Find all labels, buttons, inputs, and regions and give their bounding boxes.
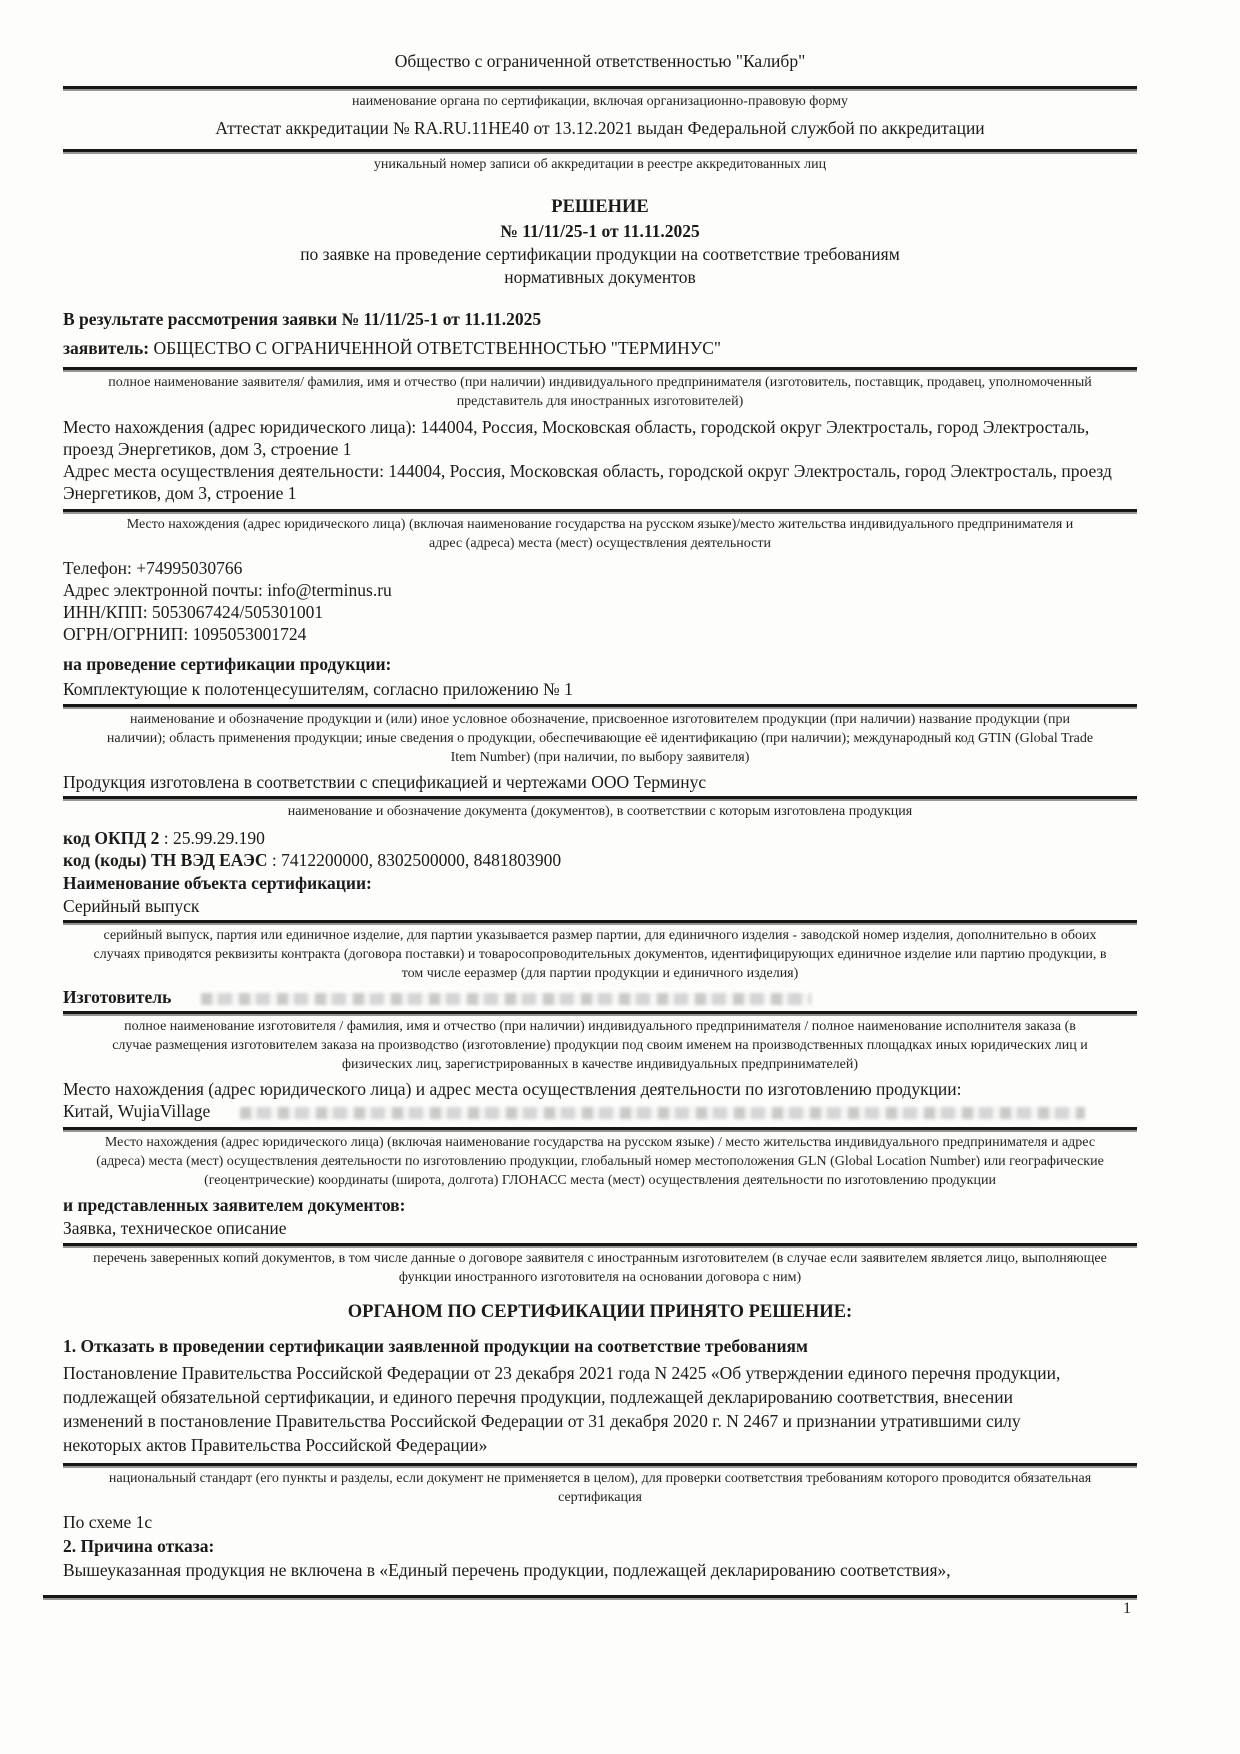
scan-artifact bbox=[240, 1107, 1085, 1119]
manufacturer-address-value: Китай, WujiaVillage bbox=[63, 1101, 211, 1121]
divider bbox=[63, 509, 1137, 512]
applicant-caption: полное наименование заявителя/ фамилия, имя и отчество (при наличии) индивидуального предпринимателя (изготовитель, поставщик, продавец, уполномоченный представитель для иностранных изготовителей) bbox=[108, 375, 1092, 409]
decision-item1-caption: национальный стандарт (его пункты и разделы, если документ не применяется в целом), для проверки соответствия требованиям которого проводится обязательная сертификация bbox=[108, 1471, 1092, 1505]
decision-item1-text: Постановление Правительства Российской Федерации от 23 декабря 2021 года N 2425 «Об утверждении единого перечня продукции, подлежащей обязательной сертификации, и единого перечня продукции, подлежащей декларированию соответствия, внесении изменений в постановление Правительства Российской Федерации от 31 декабря 2020 г. N 2467 и признании утратившими силу некоторых актов Правительства Российской Федерации» bbox=[63, 1363, 1061, 1455]
okpd-line bbox=[63, 827, 1137, 849]
certification-object-caption: серийный выпуск, партия или единичное изделие, для партии указывается размер партии, для единичного изделия - заводской номер изделия, дополнительно в обоих случаях приводятся реквизиты контракта (договора поставки) и товаросопроводительных документов, идентифицирующих единичное изделие или партию продукции, в том числе ееразмер (для партии продукции и единичного изделия) bbox=[93, 928, 1107, 981]
tnved-label: код (коды) ТН ВЭД ЕАЭС bbox=[63, 850, 268, 870]
divider bbox=[63, 796, 1137, 799]
decision-heading: ОРГАНОМ ПО СЕРТИФИКАЦИИ ПРИНЯТО РЕШЕНИЕ: bbox=[347, 1302, 853, 1322]
manufacturer-address-label: Место нахождения (адрес юридического лица) и адрес места осуществления деятельности по изготовлению продукции: bbox=[63, 1079, 962, 1099]
divider bbox=[63, 149, 1137, 152]
applicant-label: заявитель: bbox=[63, 338, 150, 358]
accreditation-line: Аттестат аккредитации № RA.RU.11НЕ40 от 13.12.2021 выдан Федеральной службой по аккредитации bbox=[215, 118, 985, 138]
certification-object-heading: Наименование объекта сертификации: bbox=[63, 873, 372, 893]
divider bbox=[63, 1127, 1137, 1130]
document-subtitle-line2: нормативных документов bbox=[504, 267, 696, 287]
decision-item2-text: Вышеуказанная продукция не включена в «Единый перечень продукции, подлежащей декларированию соответствия», bbox=[63, 1560, 951, 1580]
legal-address: Место нахождения (адрес юридического лица): 144004, Россия, Московская область, городской округ Электросталь, город Электросталь, проезд Энергетиков, дом 3, строение 1 bbox=[63, 417, 1090, 459]
scheme-line: По схеме 1с bbox=[63, 1512, 153, 1532]
applicant-line bbox=[63, 337, 1137, 359]
product-name: Комплектующие к полотенцесушителям, согласно приложению № 1 bbox=[63, 679, 573, 699]
applicant-value: ОБЩЕСТВО С ОГРАНИЧЕННОЙ ОТВЕТСТВЕННОСТЬЮ "ТЕРМИНУС" bbox=[153, 338, 722, 358]
phone-line: Телефон: +74995030766 bbox=[63, 558, 243, 578]
manufacturer-address-line bbox=[63, 1100, 1137, 1122]
divider bbox=[63, 1243, 1137, 1246]
ogrn-line: ОГРН/ОГРНИП: 1095053001724 bbox=[63, 624, 307, 644]
divider bbox=[63, 1463, 1137, 1466]
tnved-value: : 7412200000, 8302500000, 8481803900 bbox=[271, 850, 562, 870]
certification-object-value: Серийный выпуск bbox=[63, 896, 200, 916]
product-section-heading: на проведение сертификации продукции: bbox=[63, 654, 392, 674]
accreditation-caption: уникальный номер записи об аккредитации в реестре аккредитованных лиц bbox=[373, 157, 827, 172]
decision-item2-heading: 2. Причина отказа: bbox=[63, 1536, 215, 1556]
certification-body-name: Общество с ограниченной ответственностью "Калибр" bbox=[394, 51, 806, 71]
decision-item1-heading: 1. Отказать в проведении сертификации заявленной продукции на соответствие требованиям bbox=[63, 1336, 808, 1356]
document-title: РЕШЕНИЕ bbox=[551, 197, 649, 217]
page-number: 1 bbox=[1123, 1600, 1131, 1617]
divider bbox=[63, 704, 1137, 707]
activity-address: Адрес места осуществления деятельности: 144004, Россия, Московская область, городской округ Электросталь, город Электросталь, проезд Энергетиков, дом 3, строение 1 bbox=[63, 461, 1112, 503]
scan-artifact bbox=[201, 993, 811, 1005]
okpd-label: код ОКПД 2 bbox=[63, 828, 160, 848]
document-subtitle-line1: по заявке на проведение сертификации продукции на соответствие требованиям bbox=[300, 244, 900, 264]
divider bbox=[63, 920, 1137, 923]
divider bbox=[63, 86, 1137, 89]
documents-value: Заявка, техническое описание bbox=[63, 1218, 287, 1238]
divider bbox=[63, 367, 1137, 370]
product-name-caption: наименование и обозначение продукции и (или) иное условное обозначение, присвоенное изготовителем продукции (при наличии) название продукции (при наличии); область применения продукции; иные сведения о продукции, обеспечивающие её идентификацию (при наличии); международный код GTIN (Global Trade Item Number) (при наличии, по выбору заявителя) bbox=[106, 712, 1094, 765]
certification-body-caption: наименование органа по сертификации, включая организационно-правовую форму bbox=[352, 94, 848, 109]
manufacturer-address-caption: Место нахождения (адрес юридического лица) (включая наименование государства на русском языке) / место жительства индивидуального предпринимателя и адрес (адреса) места (мест) осуществления деятельности по изготовлению продукции, глобальный номер местоположения GLN (Global Location Number) или географические (геоцентрические) координаты (широта, долгота) ГЛОНАСС места (мест) осуществления деятельности по изготовлению продукции bbox=[96, 1135, 1104, 1188]
specification-caption: наименование и обозначение документа (документов), в соответствии с которым изготовлена продукция bbox=[287, 804, 913, 819]
email-line: Адрес электронной почты: info@terminus.ru bbox=[63, 580, 392, 600]
tnved-line bbox=[63, 849, 1137, 871]
divider bbox=[63, 1011, 1137, 1014]
okpd-value: : 25.99.29.190 bbox=[163, 828, 265, 848]
address-caption: Место нахождения (адрес юридического лица) (включая наименование государства на русском языке)/место жительства индивидуального предпринимателя и адрес (адреса) места (мест) осуществления деятельности bbox=[126, 517, 1074, 551]
documents-heading: и представленных заявителем документов: bbox=[63, 1195, 406, 1215]
document-number: № 11/11/25-1 от 11.11.2025 bbox=[500, 221, 700, 241]
manufacturer-heading-line bbox=[63, 986, 1137, 1008]
manufacturer-heading: Изготовитель bbox=[63, 987, 172, 1007]
application-result-line: В результате рассмотрения заявки № 11/11/25-1 от 11.11.2025 bbox=[63, 309, 542, 329]
documents-caption: перечень заверенных копий документов, в том числе данные о договоре заявителя с иностранным изготовителем (в случае если заявителем является лицо, выполняющее функции иностранного изготовителя на основании договора с ним) bbox=[93, 1251, 1107, 1285]
footer-divider bbox=[43, 1595, 1137, 1598]
specification-line: Продукция изготовлена в соответствии с спецификацией и чертежами ООО Терминус bbox=[63, 772, 707, 792]
inn-kpp-line: ИНН/КПП: 5053067424/505301001 bbox=[63, 602, 324, 622]
manufacturer-caption: полное наименование изготовителя / фамилия, имя и отчество (при наличии) индивидуального предпринимателя / полное наименование исполнителя заказа (в случае размещения изготовителем заказа на производство (изготовление) продукции под своим именем на производственных площадках иных юридических лиц и физических лиц, зарегистрированных в качестве индивидуальных предпринимателей) bbox=[112, 1019, 1088, 1072]
